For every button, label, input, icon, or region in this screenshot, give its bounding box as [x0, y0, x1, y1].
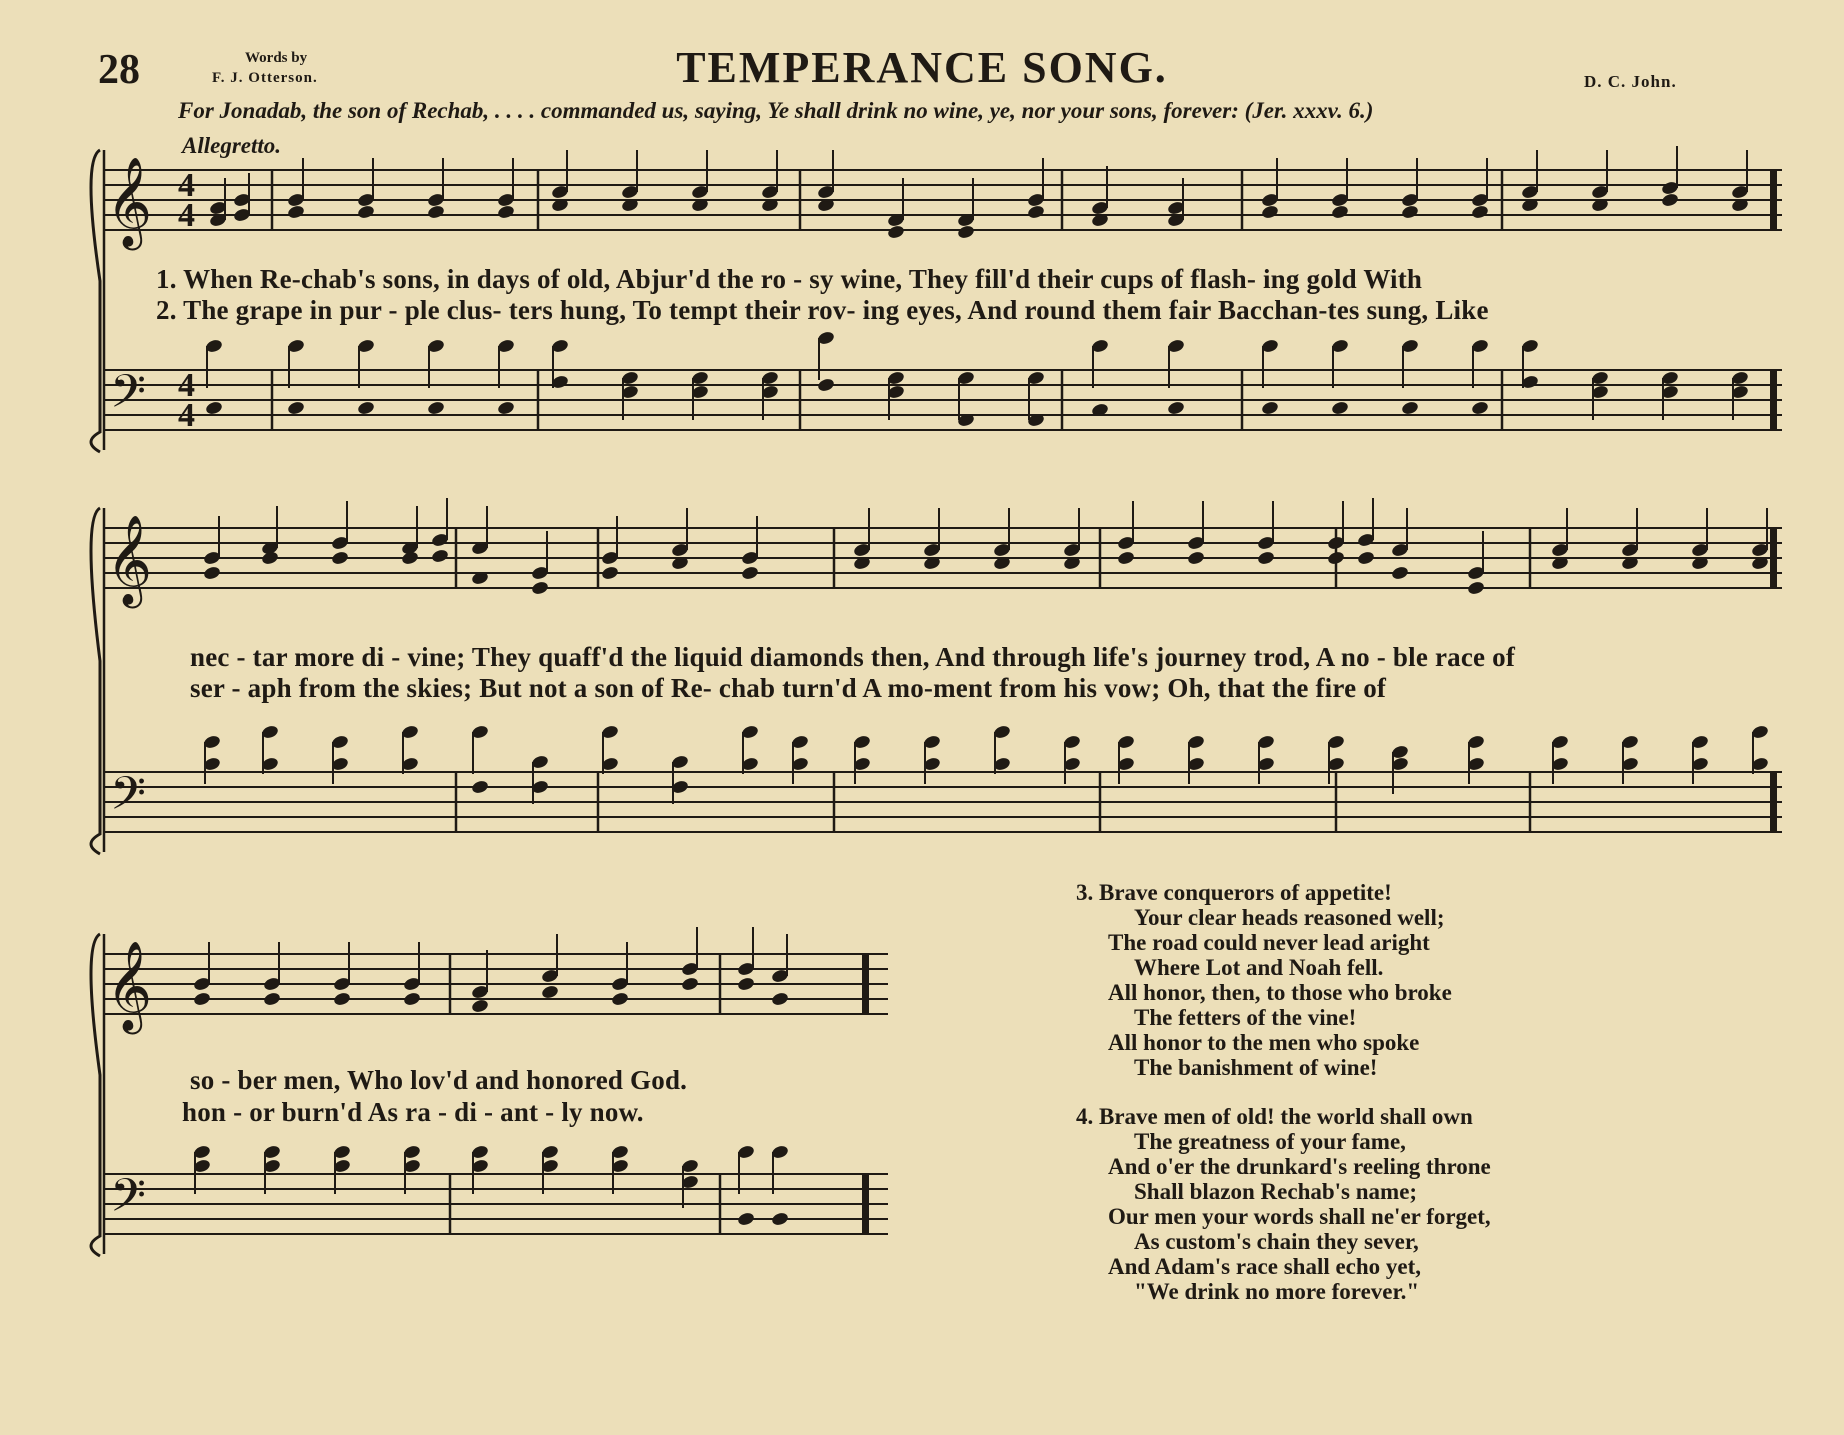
- stanza-4-line-3: And o'er the drunkard's reeling throne: [1108, 1154, 1491, 1179]
- system3-treble-chord-notehead: [333, 991, 352, 1007]
- system1-treble-chord-notehead: [357, 204, 376, 220]
- stanza-4-line-2: The greatness of your fame,: [1134, 1129, 1406, 1154]
- lyricist-name: F. J. Otterson.: [212, 70, 318, 86]
- system2-treble-final-barline: [1770, 528, 1777, 588]
- system1-brace: [91, 150, 100, 452]
- system2-treble-chord-notehead: [601, 565, 620, 581]
- system3-treble-final-barline: [862, 954, 869, 1014]
- system2-treble-chord-notehead: [331, 550, 350, 566]
- lyric-system1-verse2: 2. The grape in pur - ple clus- ters hung, To tempt their rov- ing eyes, And round them fair Bacchan-tes sung, Like: [156, 295, 1489, 325]
- system1-treble-chord-notehead: [427, 204, 446, 220]
- stanza-3: [1076, 880, 1452, 1080]
- stanza-4-line-7: And Adam's race shall echo yet,: [1108, 1254, 1422, 1279]
- stanza-4-line-6: As custom's chain they sever,: [1134, 1229, 1419, 1254]
- system2-treble-chord-notehead: [1467, 580, 1486, 596]
- system1-treble-chord-notehead: [1661, 192, 1680, 208]
- system2-treble-chord-notehead: [261, 550, 280, 566]
- system1-treble-clef: 𝄞: [106, 157, 153, 247]
- system1-bass-chord-notehead: [205, 400, 224, 416]
- stanza-3-text-1: Brave conquerors of appetite!: [1099, 880, 1392, 905]
- system1-treble-chord-notehead: [1471, 204, 1490, 220]
- time-sig-bass-top: 4: [178, 367, 195, 404]
- system2-bass-clef: 𝄢: [110, 767, 147, 832]
- system3-treble-chord-notehead: [403, 991, 422, 1007]
- system1-bass-chord-notehead: [1401, 400, 1420, 416]
- stanza-4-line-1: [1076, 1104, 1491, 1129]
- stanza-3-line-1: [1076, 880, 1452, 905]
- system3-bass-chord-notehead: [737, 1211, 756, 1227]
- system3-treble-chord-notehead: [541, 984, 560, 1000]
- time-sig-treble-bottom: 4: [178, 197, 195, 234]
- stanza-3-line-7: All honor to the men who spoke: [1108, 1030, 1420, 1055]
- system3-brace: [91, 934, 100, 1256]
- system1-bass-chord-notehead: [497, 400, 516, 416]
- system2-bass-final-barline: [1770, 772, 1777, 832]
- system2-bass-chord-notehead: [471, 779, 490, 795]
- lyric-system1-verse1: 1. When Re-chab's sons, in days of old, Abjur'd the ro - sy wine, They fill'd their cups of flash- ing gold With: [156, 264, 1423, 294]
- system3-treble-chord-notehead: [263, 991, 282, 1007]
- composer-name: D. C. John.: [1584, 72, 1677, 91]
- stanza-3-line-2: Your clear heads reasoned well;: [1134, 905, 1445, 930]
- system2-brace: [91, 508, 100, 854]
- system1-treble-chord-notehead: [887, 224, 906, 240]
- stanza-3-line-5: All honor, then, to those who broke: [1108, 980, 1452, 1005]
- system1-bass-chord-notehead: [1261, 400, 1280, 416]
- system1-treble-final-barline: [1770, 170, 1777, 230]
- system1-treble-chord-notehead: [1261, 204, 1280, 220]
- system2-treble-chord-notehead: [1357, 550, 1376, 566]
- system1-treble-chord-notehead: [1027, 204, 1046, 220]
- stanza-3-line-4: Where Lot and Noah fell.: [1134, 955, 1384, 980]
- system1-treble-chord-notehead: [1401, 204, 1420, 220]
- lyric-system3-verse2: hon - or burn'd As ra - di - ant - ly now.: [182, 1097, 644, 1127]
- system1-bass-final-barline: [1770, 370, 1777, 430]
- lyric-system2-verse1: nec - tar more di - vine; They quaff'd the liquid diamonds then, And through life's journey trod, A no - ble race of: [190, 642, 1516, 672]
- system1-bass-chord-notehead: [287, 400, 306, 416]
- system2-treble-chord-notehead: [431, 548, 450, 564]
- scripture-epigraph: For Jonadab, the son of Rechab, . . . . commanded us, saying, Ye shall drink no wine, ye, nor your sons, forever: (Jer. xxxv. 6.): [178, 98, 1374, 123]
- lyric-system2-verse2: ser - aph from the skies; But not a son of Re- chab turn'd A mo-ment from his vow; Oh, that the fire of: [190, 673, 1387, 703]
- system3-treble-chord-notehead: [193, 991, 212, 1007]
- system2-treble-chord-notehead: [1257, 550, 1276, 566]
- stanza-4-line-8: "We drink no more forever.": [1134, 1279, 1420, 1304]
- words-by-label: Words by: [245, 50, 308, 66]
- system2-treble-chord-notehead: [1327, 550, 1346, 566]
- page-number: 28: [98, 47, 140, 93]
- stanza-4-line-4: Shall blazon Rechab's name;: [1134, 1179, 1418, 1204]
- system2-treble-chord-notehead: [1391, 565, 1410, 581]
- system3-treble-chord-notehead: [471, 998, 490, 1014]
- system1-bass-chord-notehead: [357, 400, 376, 416]
- system1-treble-chord-notehead: [497, 204, 516, 220]
- tempo-marking: Allegretto.: [182, 133, 282, 158]
- system1-treble-chord-notehead: [1331, 204, 1350, 220]
- system3-treble-chord-notehead: [611, 991, 630, 1007]
- system1-bass-chord-notehead: [1331, 400, 1350, 416]
- system1-treble-chord-notehead: [287, 204, 306, 220]
- stanza-4-text-1: Brave men of old! the world shall own: [1099, 1104, 1473, 1129]
- system2-treble-chord-notehead: [741, 565, 760, 581]
- system2-treble-chord-notehead: [401, 550, 420, 566]
- system1-bass-chord-notehead: [427, 400, 446, 416]
- system3-treble-chord-notehead: [771, 991, 790, 1007]
- stanza-3-line-6: The fetters of the vine!: [1134, 1005, 1357, 1030]
- time-sig-treble-top: 4: [178, 167, 195, 204]
- stanza-3-line-3: The road could never lead aright: [1108, 930, 1430, 955]
- system1-treble-chord-notehead: [957, 224, 976, 240]
- stanza-3-number: 3.: [1076, 880, 1094, 905]
- system2-treble-chord-notehead: [203, 565, 222, 581]
- system3-bass-final-barline: [862, 1174, 869, 1234]
- system2-treble-chord-notehead: [531, 580, 550, 596]
- stanza-4: [1076, 1104, 1491, 1304]
- system2-treble-chord-notehead: [1187, 550, 1206, 566]
- stanza-3-line-8: The banishment of wine!: [1134, 1055, 1378, 1080]
- stanza-4-number: 4.: [1076, 1104, 1094, 1129]
- system3-treble-chord-notehead: [737, 976, 756, 992]
- system2-treble-chord-notehead: [1117, 550, 1136, 566]
- system3-bass-clef: 𝄢: [110, 1169, 147, 1234]
- system3-treble-chord-notehead: [681, 976, 700, 992]
- system3-treble-clef: 𝄞: [106, 941, 153, 1031]
- system2-treble-clef: 𝄞: [106, 515, 153, 605]
- system1-bass-chord-notehead: [1471, 400, 1490, 416]
- stanza-4-line-5: Our men your words shall ne'er forget,: [1108, 1204, 1491, 1229]
- system1-bass-clef: 𝄢: [110, 365, 147, 430]
- lyric-system3-verse1: so - ber men, Who lov'd and honored God.: [190, 1065, 688, 1095]
- time-sig-bass-bottom: 4: [178, 397, 195, 434]
- system3-bass-chord-notehead: [771, 1211, 790, 1227]
- system1-bass-chord-notehead: [1167, 400, 1186, 416]
- song-title: TEMPERANCE SONG.: [676, 43, 1168, 92]
